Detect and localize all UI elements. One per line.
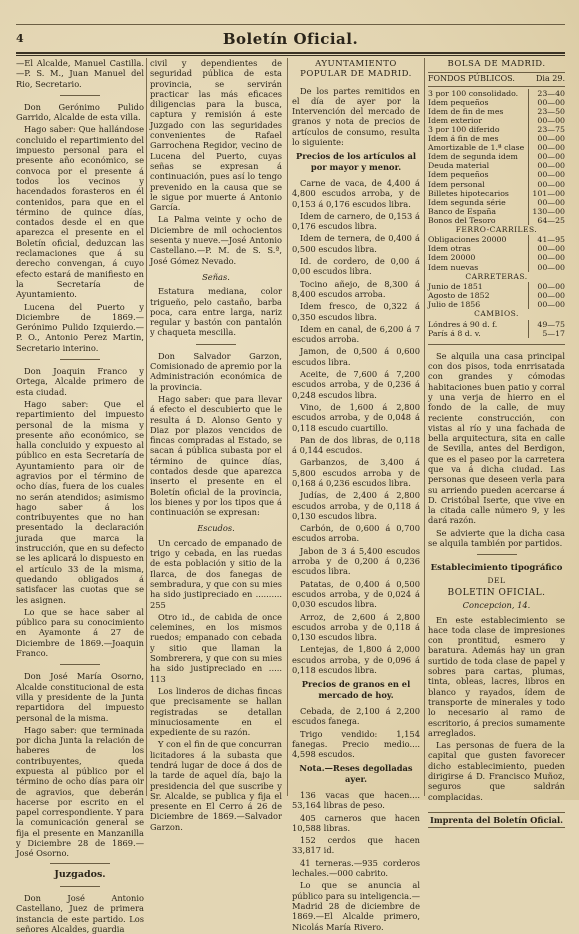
ferrocarriles-title: FERRO-CARRILES. bbox=[455, 225, 538, 234]
slaughter-note-list bbox=[292, 790, 420, 878]
table-row bbox=[428, 143, 565, 152]
bolsa-table-header bbox=[428, 72, 565, 86]
column-divider bbox=[287, 58, 288, 796]
separator bbox=[60, 95, 100, 96]
list-item: Idem de carnero, de 0,153 á 0,176 escudos libra. bbox=[292, 210, 420, 232]
row-label: Lóndres á 90 d. f. bbox=[428, 319, 498, 329]
row-value: 23—40 bbox=[529, 89, 566, 98]
row-label: Idem otras bbox=[428, 244, 471, 254]
row-value: 00—00 bbox=[529, 170, 566, 179]
establishment-body: En este establecimiento se hace toda clase de impresiones con prontitud, esmero y baratura. Además hay un gran surtido de toda clase de papel y sobres para cartas, plumas, tinta, obleas, lacres, libros en blanco y rayados, ídem de transporte de minerales y todo lo necesario al ramo de escritorio, á precios sumamente arreglados. bbox=[428, 614, 565, 738]
row-value: 00—00 bbox=[529, 98, 566, 107]
table-row bbox=[428, 244, 565, 253]
cambios-title: CAMBIOS. bbox=[474, 309, 519, 319]
row-value: 00—00 bbox=[529, 300, 566, 309]
prices-title: Precios de los artículos al por mayor y menor. bbox=[296, 151, 416, 172]
table-row bbox=[428, 207, 565, 216]
table-row bbox=[428, 89, 565, 98]
madrid-intro: De los partes remitidos en el día de ayer por la Intervención del mercado de granos y nota de precios de artículos de consumo, resulta lo siguiente: bbox=[292, 85, 420, 148]
row-label: 3 por 100 diferido bbox=[428, 124, 500, 134]
list-item: 405 carneros que hacen 10,588 libras. bbox=[292, 812, 420, 833]
row-label: Idem nuevas bbox=[428, 262, 479, 272]
column-4 bbox=[428, 58, 565, 825]
cambios-table bbox=[428, 320, 565, 338]
table-row bbox=[428, 134, 565, 143]
table-row bbox=[428, 216, 565, 225]
header-rule bbox=[16, 52, 565, 54]
intro-signature: —El Alcalde, Manuel Castilla.—P. S. M., Juan Manuel del Rio, Secretario. bbox=[16, 58, 144, 89]
table-row bbox=[428, 180, 565, 189]
table-row bbox=[428, 329, 565, 338]
row-label: Julio de 1856 bbox=[428, 300, 481, 310]
notice-body: Hago saber: que para llevar á efecto el descubierto que le resulta á D. Alonso Gento y Diaz por plazos vencidos de fincas compradas al Estado, se sacan á pública subasta por el término de quince días, contados desde que aparezca inserto el presente en el Boletín oficial de la provincia, los bienes y por los tipos que á continuación se expresan: bbox=[150, 393, 282, 518]
separator bbox=[477, 554, 517, 555]
row-value: 00—00 bbox=[529, 244, 566, 253]
carreteras-table bbox=[428, 282, 565, 309]
separator bbox=[60, 664, 100, 665]
row-value: 00—00 bbox=[529, 134, 566, 143]
separator bbox=[50, 863, 110, 864]
row-value: 00—00 bbox=[529, 253, 566, 262]
list-item: 152 cerdos que hacen 33,817 id. bbox=[292, 835, 420, 856]
list-item: Judías, de 2,400 á 2,800 escudos arroba, y de 0,118 á 0,130 escudos libra. bbox=[292, 490, 420, 521]
notice-heading: Don José María Osorno, Alcalde constitucional de esta villa y presidente de la Junta repartidora del impuesto personal de la misma. bbox=[16, 671, 144, 723]
juzgados-body: Don José Antonio Castellano, Juez de primera instancia de este partido. Los señores Alcaldes, guardia bbox=[16, 892, 144, 934]
list-item: Carne de vaca, de 4,400 á 4,800 escudos arroba, y de 0,153 á 0,176 escudos libra. bbox=[292, 177, 420, 209]
row-value: 130—00 bbox=[529, 207, 566, 216]
table-row bbox=[428, 170, 565, 179]
auction-item: Otro id., de cabida de once celemines, en los mismos ruedos; empanado con cebada y sitio que llaman la Sombrerera, y que con su mies ha sido justipreciado en ..... 113 bbox=[150, 611, 282, 684]
list-item: Jabon de 3 á 5,400 escudos arroba y de 0,200 á 0,236 escudos libra. bbox=[292, 545, 420, 577]
column-divider bbox=[146, 58, 147, 796]
page-header bbox=[16, 28, 565, 50]
top-rule bbox=[16, 24, 565, 25]
table-row bbox=[428, 198, 565, 207]
establishment-name: BOLETIN OFICIAL. bbox=[447, 587, 546, 598]
list-item: Carbón, de 0,600 á 0,700 escudos arroba. bbox=[292, 523, 420, 544]
row-value: 49—75 bbox=[529, 320, 566, 329]
column-divider bbox=[424, 58, 425, 796]
row-value: 00—00 bbox=[529, 263, 566, 272]
row-value: 00—00 bbox=[529, 152, 566, 161]
notice-signature: La Palma veinte y ocho de Diciembre de mil ochocientos sesenta y nueve.—José Antonio Castellano.—P. M. de S. S.ª, José Gómez Nevado. bbox=[150, 214, 282, 266]
row-label: París á 8 d. v. bbox=[428, 328, 481, 338]
list-item: Idem fresco, de 0,322 á 0,350 escudos libra. bbox=[292, 301, 420, 322]
fondos-header: FONDOS PÚBLICOS. bbox=[428, 74, 515, 84]
bolsa-title: BOLSA DE MADRID. bbox=[447, 59, 546, 69]
notice-body: Hago saber: Que hallándose concluido el repartimiento del impuesto personal para el presente año económico, se convoca por el presente á todos los vecinos y hacendados forasteros en él contenidos, para que en el término de quince días, contados desde el en que aparezca el presente en el Boletín oficial, deduzcan las reclamaciones que á su derecho convengan, á cuyo efecto estará de manifiesto en la Secretaría de Ayuntamiento. bbox=[16, 124, 144, 300]
section-title-juzgados: Juzgados. bbox=[54, 868, 106, 880]
separator bbox=[60, 886, 100, 887]
list-item: Tocino añejo, de 8,300 á 8,400 escudos arroba. bbox=[292, 278, 420, 299]
table-row bbox=[428, 116, 565, 125]
notice-heading: Don Gerónimo Pulido Garrido, Alcalde de esta villa. bbox=[16, 101, 144, 123]
row-label: Banco de España bbox=[428, 206, 497, 216]
ferrocarriles-table bbox=[428, 235, 565, 271]
establishment-title: Establecimiento tipográfico bbox=[430, 563, 563, 574]
row-label: 3 por 100 consolidado. bbox=[428, 88, 519, 98]
row-label: Obligaciones 20000 bbox=[428, 235, 507, 245]
madrid-council-title: AYUNTAMIENTO POPULAR DE MADRID. bbox=[300, 59, 412, 80]
table-row bbox=[428, 235, 565, 244]
establishment-body-2: Las personas de fuera de la capital que gusten favorecer dicho establecimiento, pueden dirigirse á D. Francisco Muñoz, seguros que saldrán complacidas. bbox=[428, 740, 565, 802]
auction-item: Un cercado de empanado de trigo y cebada, en las ruedas de esta población y sitio de la Ilarca, de dos fanegas de sembradura, y que con su mies ha sido justipreciado en .......... 255 bbox=[150, 537, 282, 610]
list-item: Jamon, de 0,500 á 0,600 escudos libra. bbox=[292, 346, 420, 367]
senas-title: Señas. bbox=[202, 271, 230, 282]
table-row bbox=[428, 107, 565, 116]
row-label: Idem personal bbox=[428, 179, 485, 189]
row-label: Idem exterior bbox=[428, 115, 482, 125]
header-rule-thin bbox=[16, 55, 565, 56]
notice-signature: Lo que se hace saber al público para su conocimiento en Ayamonte á 27 de Diciembre de 1869.—Joaquin Franco. bbox=[16, 606, 144, 659]
table-row bbox=[428, 291, 565, 300]
notice-heading: Don Salvador Garzon, Comisionado de apremio por la Administración económica de la provincia. bbox=[150, 350, 282, 392]
rental-notice-note: Se advierte que la dicha casa se alquila también por partidos. bbox=[428, 527, 565, 549]
day-header: Dia 29. bbox=[535, 74, 565, 84]
grain-prices-title: Precios de granos en el mercado de hoy. bbox=[301, 679, 411, 700]
list-item: Cebada, de 2,100 á 2,200 escudos fanega. bbox=[292, 705, 420, 727]
list-item: Garbanzos, de 3,400 á 5,800 escudos arroba y de 0,168 á 0,236 escudos libra. bbox=[292, 457, 420, 488]
notice-body: Hago saber: Que el repartimiento del impuesto personal de la misma y presente año económico, se halla concluido y expuesto al público en esta Secretaría de Ayuntamiento para oir de agravios por el término de ocho días, fuera de los cuales no serán atendidos; asimismo hago saber á los contribuyentes que no han presentado la declaración jurada que marca la instrucción, que en su defecto se les aplicará lo dispuesto en el artículo 33 de la misma, quedando obligados á satisfacer las cuotas que se les asignen. bbox=[16, 398, 144, 605]
fondos-table bbox=[428, 89, 565, 225]
list-item: Aceite, de 7,600 á 7,200 escudos arroba, y de 0,236 á 0,248 escudos libra. bbox=[292, 369, 420, 400]
table-row bbox=[428, 253, 565, 262]
row-label: Bonos del Tesoro bbox=[428, 215, 496, 225]
table-row bbox=[428, 300, 565, 309]
escudos-title: Escudos. bbox=[197, 523, 235, 534]
prices-list bbox=[292, 178, 420, 675]
notice-body: Hago saber: que terminada por dicha Junta la relación de haberes de los contribuyentes, queda expuesta al público por el término de ocho días para oir de agravios, que deberán hacerse por escrito en el papel correspondiente. Y para la comunicación general se fija el presente en Manzanilla y Diciembre 28 de 1869.—José Osorno. bbox=[16, 724, 144, 859]
row-value: 00—00 bbox=[529, 116, 566, 125]
list-item: Vino, de 1,600 á 2,800 escudos arroba, y de 0,048 á 0,118 escudo cuartillo. bbox=[292, 401, 420, 433]
row-label: Junio de 1851 bbox=[428, 281, 483, 291]
list-item: 41 terneras.—935 corderos lechales.—000 cabrito. bbox=[292, 857, 420, 879]
row-label: Idem de segunda idem bbox=[428, 152, 518, 162]
notice-signature: Lucena del Puerto y Diciembre de 1869.—Gerónimo Pulido Izquierdo.—P. O., Antonio Perez Martin, Secretario interino. bbox=[16, 301, 144, 353]
list-item: 136 vacas que hacen.... 53,164 libras de peso. bbox=[292, 790, 420, 811]
row-value: 41—95 bbox=[529, 235, 566, 244]
notice-body: Y con el fin de que concurran licitadores á la subasta que tendrá lugar de doce á dos de la tarde de aquel día, bajo la presidencia del que suscribe y Sr. Alcalde, se publica y fija el presente en El Cerro á 26 de Diciembre de 1869.—Salvador Garzon. bbox=[150, 739, 282, 832]
row-value: 5—17 bbox=[529, 329, 566, 338]
notice-body: Los linderos de dichas fincas que precisamente se hallan registradas se detallan minuciosamente en el expediente de su razón. bbox=[150, 685, 282, 738]
establishment-address: Concepcion, 14. bbox=[462, 600, 531, 611]
separator bbox=[428, 344, 565, 345]
list-item: Arroz, de 2,600 á 2,800 escudos arroba y de 0,118 á 0,130 escudos libra. bbox=[292, 611, 420, 643]
list-item: Trigo vendido: 1,154 fanegas. Precio medio.... 4,598 escudos. bbox=[292, 728, 420, 760]
table-row bbox=[428, 263, 565, 272]
table-row bbox=[428, 282, 565, 291]
list-item: Id. de cordero, de 0,00 á 0,00 escudos libra. bbox=[292, 256, 420, 277]
row-label: Billetes hipotecarios bbox=[428, 188, 509, 198]
table-row bbox=[428, 125, 565, 134]
row-label: Deuda material bbox=[428, 161, 490, 171]
rental-notice: Se alquila una casa principal con dos pisos, toda enrrisatada con grandes y cómodas habitaciones buen patio y corral y una verja de hierro en el fondo de la calle, de muy reciente construcción, con vistas al río y una fachada de bella arquitectura, sita en calle de Sevilla, antes del Berdigon, que es el paseo por la carretera que va á dicha ciudad. Las personas que deseen verla para su arriendo pueden acercarse á D. Cristóbal Iserte, que vive en la citada calle número 9, y les dará razón. bbox=[428, 350, 565, 526]
row-value: 101—00 bbox=[529, 189, 566, 198]
printer-footer: Imprenta del Boletín Oficial. bbox=[428, 812, 565, 828]
slaughter-note-title: Nota.—Reses degolladas ayer. bbox=[299, 763, 413, 784]
row-label: Agosto de 1852 bbox=[428, 291, 490, 301]
list-item: Patatas, de 0,400 á 0,500 escudos arroba, y de 0,024 á 0,030 escudos libra. bbox=[292, 578, 420, 610]
row-label: Amortizable de 1.ª clase bbox=[428, 143, 525, 153]
notice-body: civil y dependientes de seguridad pública de esta provincia, se servirán practicar las más eficaces diligencias para la busca, captura y remisión á este Juzgado con las seguridades convenientes de Rafael Garrochena Regidor, vecino de Lucena del Puerto, cuyas señas se expresan á continuación, pues así lo tengo prevenido en la causa que se le sigue por muerte á Antonio García. bbox=[150, 58, 282, 213]
carreteras-title: CARRETERAS. bbox=[465, 271, 528, 281]
row-label: Idem 20000 bbox=[428, 253, 476, 263]
row-label: Idem á fin de mes bbox=[428, 134, 499, 144]
grain-prices-list bbox=[292, 706, 420, 759]
row-value: 00—00 bbox=[529, 161, 566, 170]
row-label: Idem pequeños bbox=[428, 97, 489, 107]
row-value: 00—00 bbox=[529, 180, 566, 189]
row-label: Idem segunda série bbox=[428, 197, 506, 207]
table-row bbox=[428, 189, 565, 198]
page-number: 4 bbox=[16, 32, 24, 45]
row-value: 23—75 bbox=[529, 125, 566, 134]
separator bbox=[196, 344, 236, 345]
table-row bbox=[428, 98, 565, 107]
table-row bbox=[428, 152, 565, 161]
row-value: 00—00 bbox=[529, 282, 566, 291]
list-item: Idem de ternera, de 0,400 á 0,500 escudos libra. bbox=[292, 233, 420, 254]
row-value: 23—50 bbox=[529, 107, 566, 116]
column-2 bbox=[150, 58, 282, 832]
row-label: Idem pequeños bbox=[428, 170, 489, 180]
masthead-title: Boletín Oficial. bbox=[222, 30, 359, 48]
senas-body: Estatura mediana, color trigueño, pelo castaño, barba poca, cara entre larga, nariz regular y bastón con pantalón y chaqueta mescilla. bbox=[150, 286, 282, 338]
column-3 bbox=[292, 58, 420, 932]
row-label: Idem de fin de mes bbox=[428, 106, 504, 116]
list-item: Pan de dos libras, de 0,118 á 0,144 escudos. bbox=[292, 434, 420, 456]
list-item: Idem en canal, de 6,200 á 7 escudos arroba. bbox=[292, 323, 420, 345]
row-value: 00—00 bbox=[529, 143, 566, 152]
establishment-del: DEL bbox=[487, 575, 506, 585]
table-row bbox=[428, 161, 565, 170]
separator bbox=[60, 359, 100, 360]
column-1 bbox=[16, 58, 144, 934]
madrid-closing: Lo que se anuncia al público para su inteligencia.—Madrid 28 de diciembre de 1869.—El Alcalde primero, Nicolás María Rivero. bbox=[292, 880, 420, 932]
row-value: 00—00 bbox=[529, 291, 566, 300]
row-value: 64—25 bbox=[529, 216, 566, 225]
notice-heading: Don Joaquin Franco y Ortega, Alcalde primero de esta ciudad. bbox=[16, 366, 144, 397]
table-row bbox=[428, 320, 565, 329]
list-item: Lentejas, de 1,800 á 2,000 escudos arroba, y de 0,096 á 0,118 escudos libra. bbox=[292, 644, 420, 676]
row-value: 00—00 bbox=[529, 198, 566, 207]
